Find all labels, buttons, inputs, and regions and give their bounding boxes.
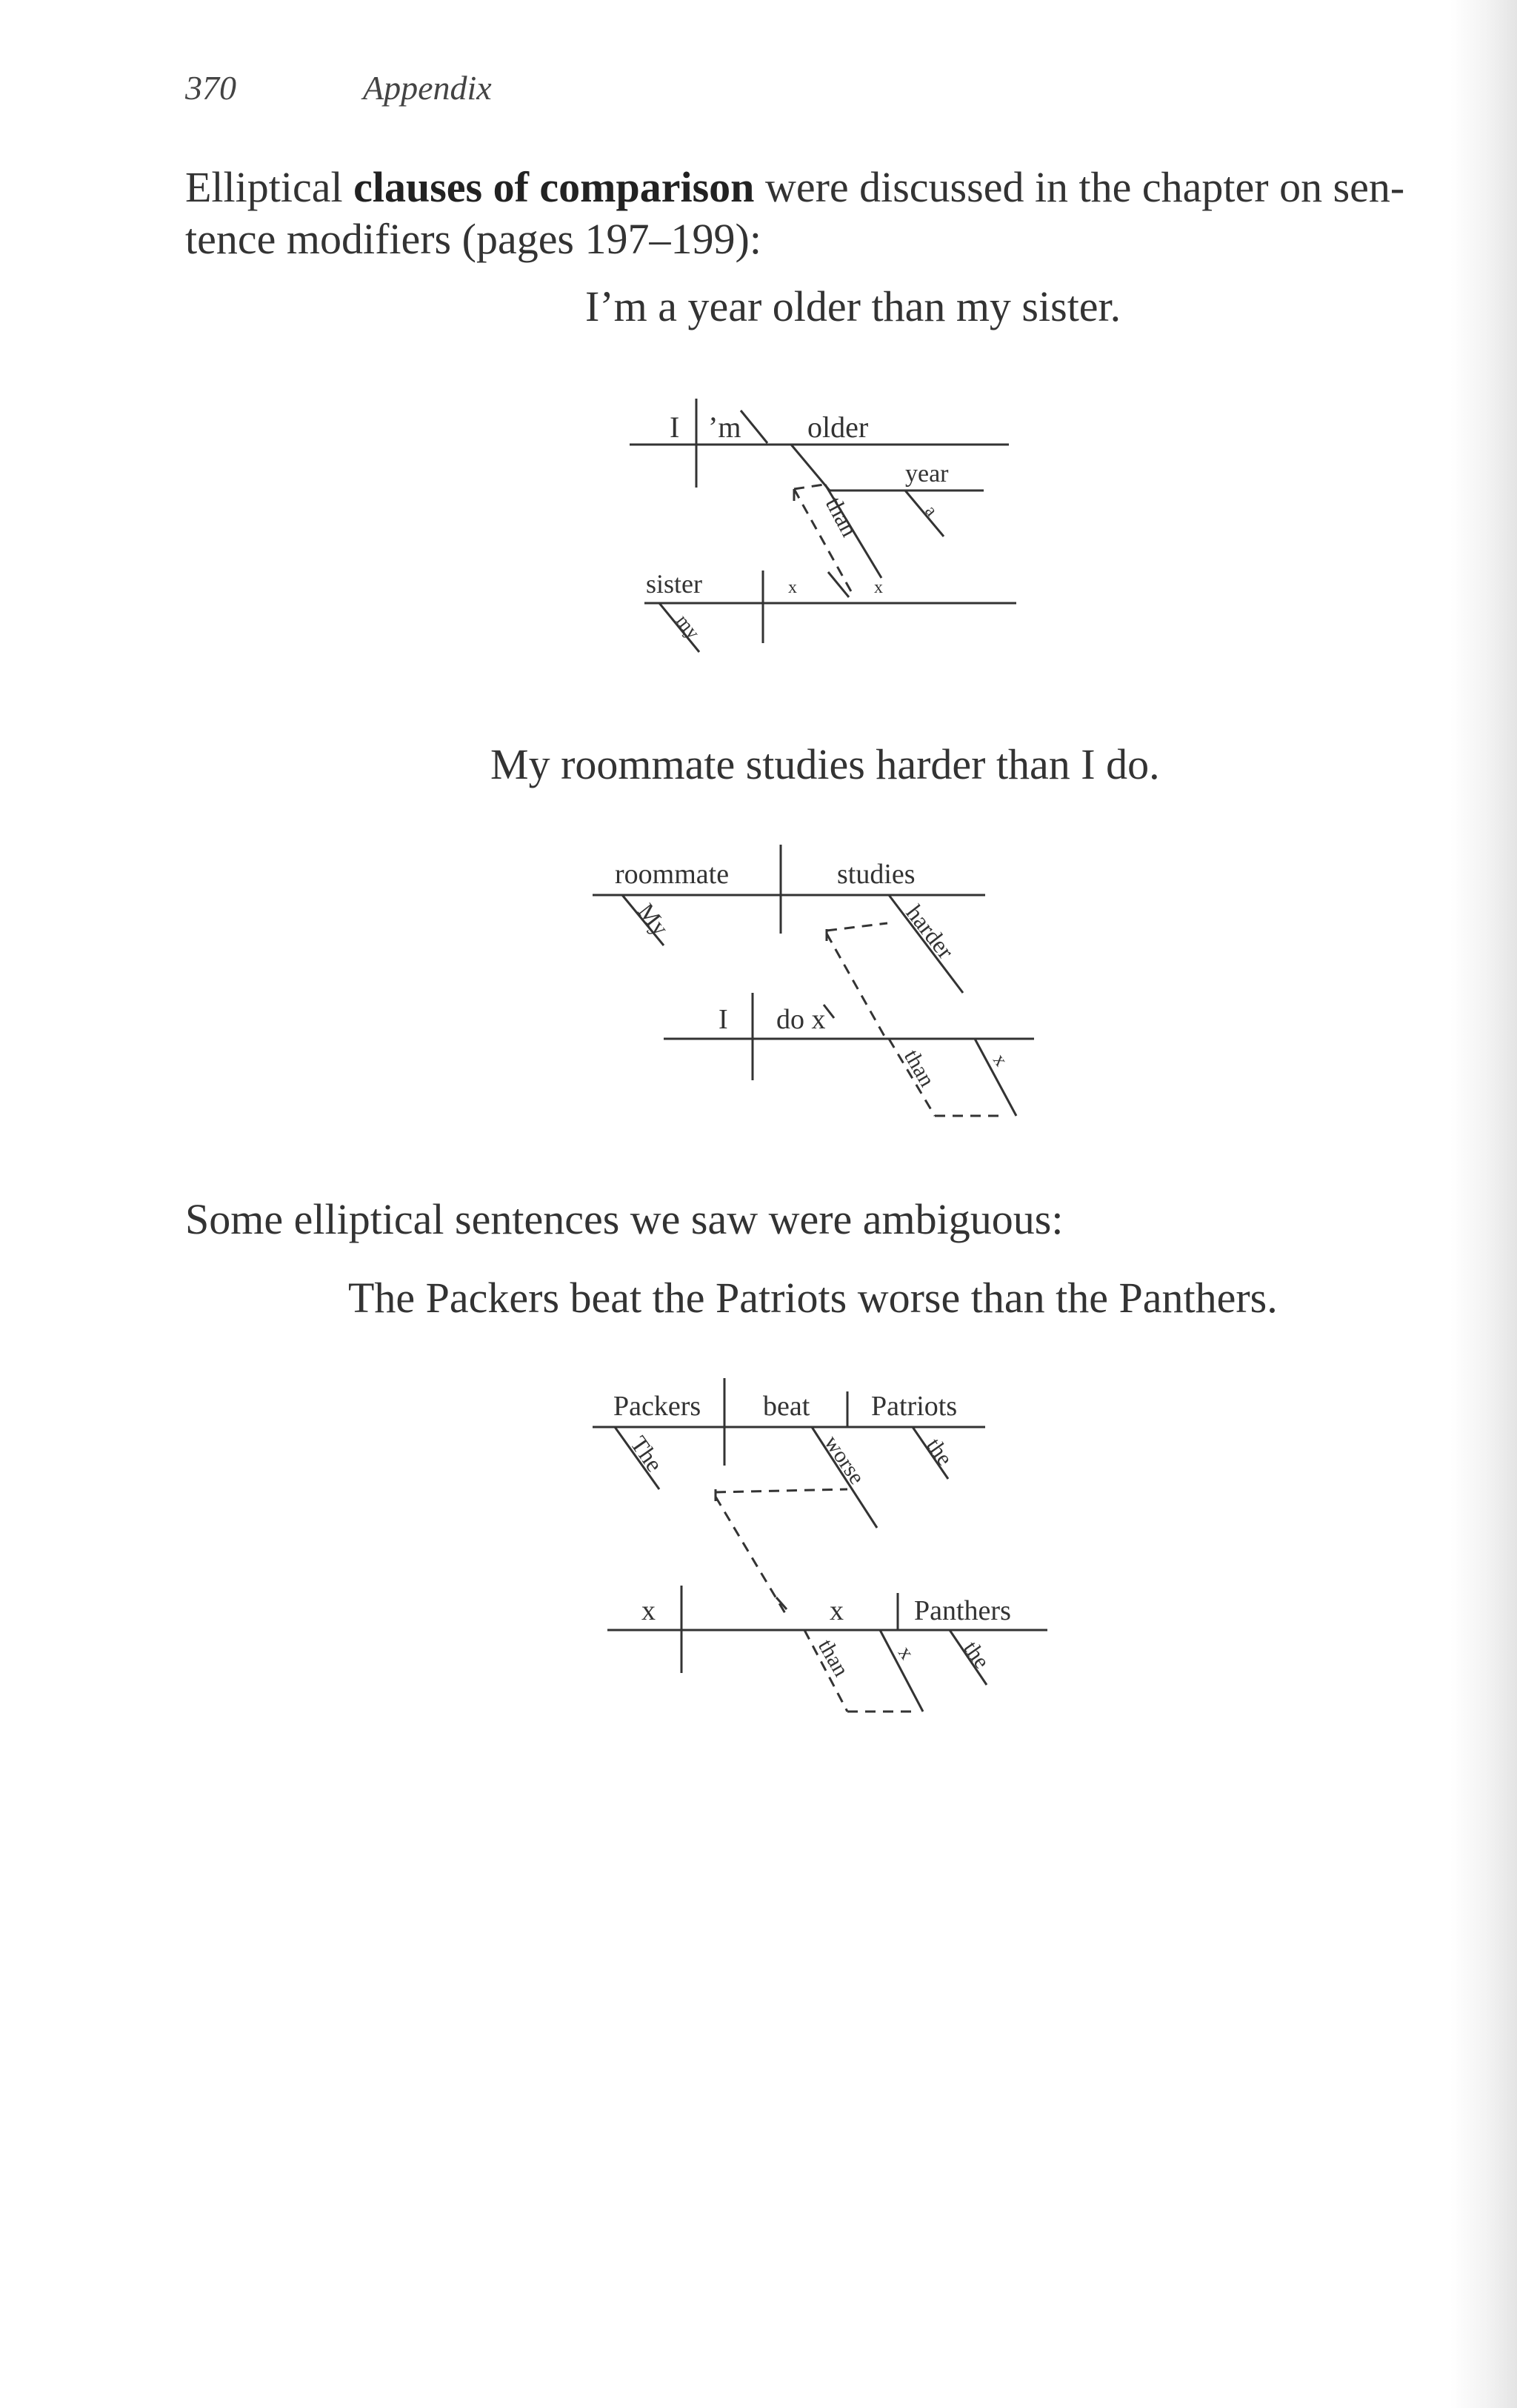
word-than: than bbox=[820, 492, 864, 541]
word-do-x: do x bbox=[776, 1004, 826, 1035]
word-older: older bbox=[807, 410, 869, 444]
complement-slash bbox=[741, 410, 767, 443]
example1-diagram bbox=[630, 378, 1030, 696]
word-a: a bbox=[921, 502, 941, 521]
intro-paragraph bbox=[185, 162, 1415, 265]
word-x-adv: x bbox=[989, 1049, 1013, 1071]
intro-text-after: were discussed in the chapter on sen- bbox=[754, 163, 1405, 211]
ambiguous-intro: Some elliptical sentences we saw were ambiguous: bbox=[185, 1195, 1064, 1243]
page-edge-shadow bbox=[1450, 0, 1517, 2408]
intro-bold-term: clauses of comparison bbox=[353, 163, 755, 211]
example3-sentence: The Packers beat the Patriots worse than the Panthers. bbox=[348, 1274, 1278, 1322]
intro-text-before: Elliptical bbox=[185, 163, 354, 211]
word-than: than bbox=[898, 1045, 940, 1091]
word-studies: studies bbox=[837, 859, 916, 890]
intro-text-line2: tence modifiers (pages 197–199): bbox=[185, 215, 761, 263]
dash-top bbox=[827, 923, 887, 931]
page-number: 370 bbox=[185, 69, 236, 107]
word-sister: sister bbox=[646, 569, 702, 599]
word-x-adv: x bbox=[893, 1642, 918, 1664]
complement-slash-2 bbox=[828, 572, 849, 597]
word-the-1: The bbox=[625, 1431, 669, 1477]
word-than: than bbox=[813, 1635, 854, 1681]
word-patriots: Patriots bbox=[871, 1391, 958, 1422]
adverb-slash bbox=[975, 1039, 1016, 1116]
word-x-subject: x bbox=[641, 1595, 656, 1626]
word-my-det: My bbox=[633, 898, 675, 941]
word-the-2: the bbox=[921, 1434, 958, 1471]
example3-diagram bbox=[593, 1371, 1052, 1741]
word-panthers: Panthers bbox=[914, 1595, 1011, 1626]
dash-top bbox=[716, 1489, 847, 1492]
word-x-verb: x bbox=[788, 578, 797, 597]
word-m: ’m bbox=[708, 410, 741, 444]
word-x-adj: x bbox=[874, 578, 883, 597]
running-title: Appendix bbox=[363, 69, 492, 107]
word-packers: Packers bbox=[613, 1391, 701, 1422]
example2-sentence: My roommate studies harder than I do. bbox=[490, 740, 1160, 788]
modifier-line bbox=[791, 445, 830, 490]
word-worse: worse bbox=[819, 1431, 870, 1489]
word-beat: beat bbox=[763, 1391, 810, 1422]
dash-top bbox=[794, 485, 824, 489]
example2-diagram bbox=[593, 837, 1052, 1148]
adverb-slash bbox=[880, 1630, 923, 1712]
word-year: year bbox=[905, 460, 949, 488]
word-i: I bbox=[670, 410, 680, 444]
dash-left bbox=[827, 934, 886, 1039]
word-roommate: roommate bbox=[615, 859, 730, 890]
word-i: I bbox=[719, 1004, 728, 1035]
example1-sentence: I’m a year older than my sister. bbox=[585, 282, 1121, 330]
word-x-verb: x bbox=[830, 1595, 844, 1626]
word-my: my bbox=[672, 610, 704, 643]
word-harder: harder bbox=[901, 899, 960, 964]
word-the-3: the bbox=[958, 1637, 995, 1674]
